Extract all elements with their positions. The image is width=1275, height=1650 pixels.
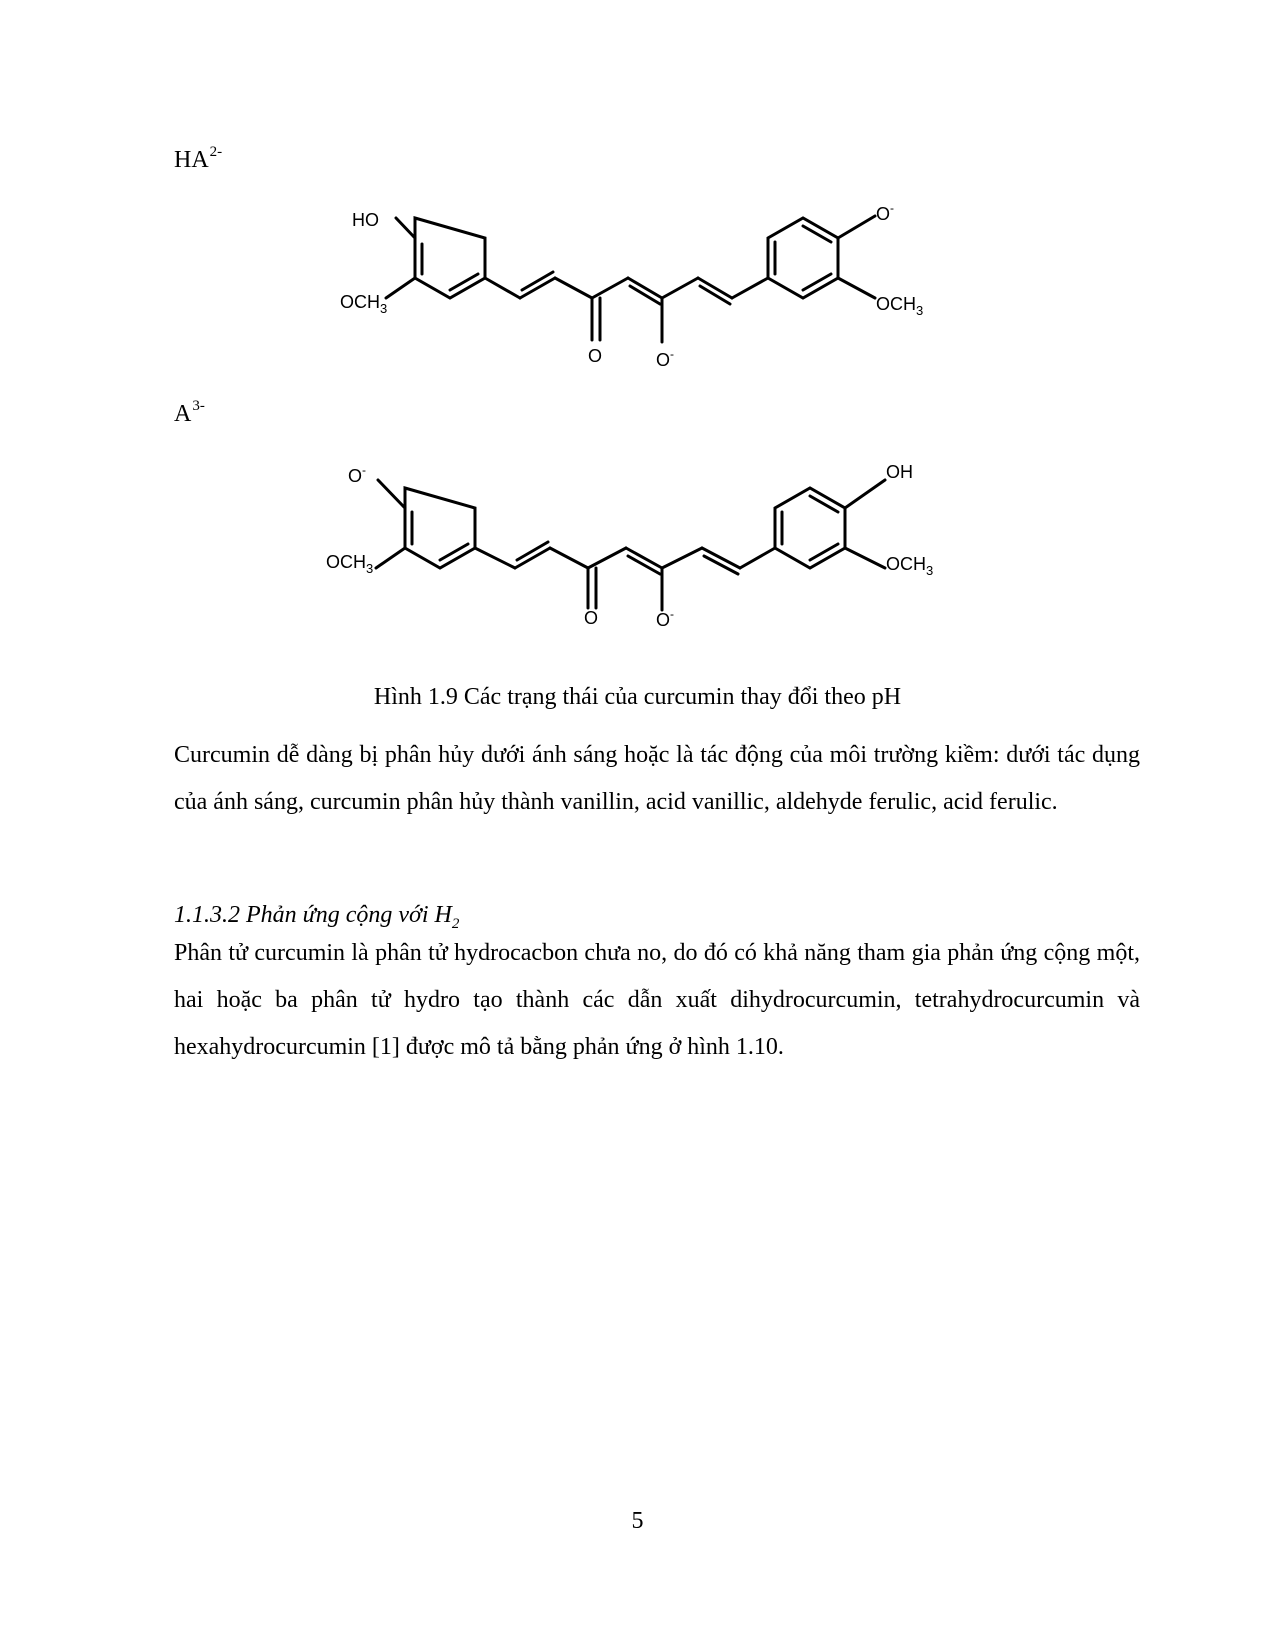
keto-oxygen-label: O: [588, 346, 603, 366]
figure-caption: Hình 1.9 Các trạng thái của curcumin thay đổi theo pH: [373, 684, 902, 710]
page-number: 5: [631, 1508, 644, 1534]
paragraph-hydrogenation: Phân tử curcumin là phân tử hydrocacbon chưa no, do đó có khả năng tham gia phản ứng cộng một, hai hoặc ba phân tử hydro tạo thành các dẫn xuất dihydrocurcumin, tetrahydrocurcumin và hexahydrocurcumin [1] được mô tả bằng phản ứng ở hình 1.10.: [174, 940, 1140, 1060]
enolate-oxygen-label: O-: [656, 347, 675, 370]
species-charge: 2-: [209, 144, 223, 160]
species-base: A: [174, 401, 192, 427]
right-top-label: OH: [886, 462, 913, 482]
left-top-label: O-: [348, 463, 367, 486]
curcumin-structure-ha2: [310, 190, 990, 390]
section-heading: [174, 902, 459, 933]
species-label-a3: [174, 398, 205, 428]
right-top-label: O-: [876, 201, 895, 224]
species-base: HA: [174, 147, 209, 173]
species-charge: 3-: [192, 398, 205, 414]
species-label-ha2: [174, 144, 222, 174]
paragraph-decomposition: Curcumin dễ dàng bị phân hủy dưới ánh sáng hoặc là tác động của môi trường kiềm: dưới tác dụng của ánh sáng, curcumin phân hủy thành vanillin, acid vanillic, aldehyde ferulic, acid ferulic.: [174, 742, 1140, 815]
keto-oxygen-label: O: [584, 608, 599, 628]
right-bottom-label: $OCH_3$: [886, 554, 934, 578]
heading-text: 1.1.3.2 Phản ứng cộng với H: [174, 902, 452, 928]
right-bottom-label: $OCH_3$: [876, 294, 924, 318]
left-bottom-label: $OCH_3$: [340, 292, 388, 316]
heading-subscript: 2: [451, 915, 460, 932]
curcumin-structure-a3: [310, 448, 990, 648]
left-bottom-label: $OCH_3$: [326, 552, 374, 576]
enolate-oxygen-label: O-: [656, 607, 675, 630]
left-top-label: HO: [352, 210, 379, 230]
